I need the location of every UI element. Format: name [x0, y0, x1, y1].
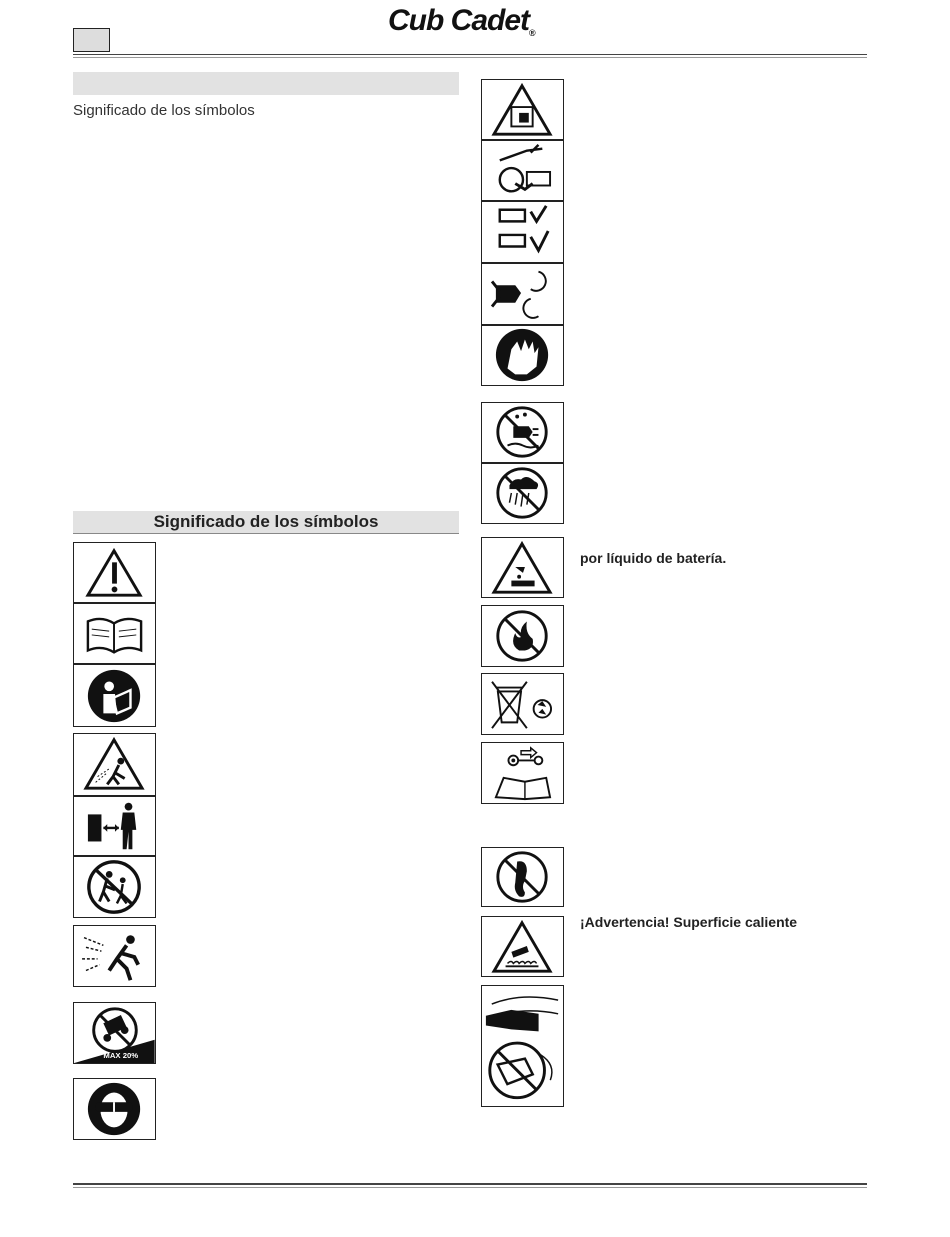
page-number-box [73, 28, 110, 52]
battery-acid-warning-icon [481, 537, 564, 598]
no-open-flame-icon [481, 605, 564, 667]
keep-distance-icon [73, 796, 156, 856]
deck-blade-hazard-icon [481, 985, 564, 1107]
wear-gloves-icon [481, 325, 564, 386]
manual-book-icon [73, 603, 156, 664]
wear-goggles-icon [73, 1078, 156, 1140]
recycling-disposal-icon [481, 673, 564, 735]
battery-fluid-caption: por líquido de batería. [580, 550, 727, 566]
no-foot-icon [481, 847, 564, 907]
key-manual-icon [481, 742, 564, 804]
intro-heading-band [73, 72, 459, 95]
brake-engage-icon [481, 201, 564, 263]
no-wet-plug-icon [481, 402, 564, 463]
warning-triangle-icon [73, 542, 156, 603]
footer-rule [73, 1183, 867, 1185]
max-slope-icon [73, 1002, 156, 1064]
read-manual-icon [73, 664, 156, 727]
header-rule-thin [73, 57, 867, 58]
rotating-blade-hand-icon [481, 263, 564, 325]
footer-rule-thin [73, 1187, 867, 1188]
hot-surface-warning-icon [481, 916, 564, 977]
header-rule [73, 54, 867, 55]
thrown-objects-warning-icon [73, 733, 156, 796]
rollover-hazard-icon [481, 140, 564, 201]
manual-warning-triangle-icon [481, 79, 564, 140]
section-title: Significado de los símbolos [73, 511, 459, 534]
hot-surface-caption: ¡Advertencia! Superficie caliente [580, 914, 798, 930]
svg-text:MAX 20%: MAX 20% [103, 1051, 139, 1061]
no-children-icon [73, 856, 156, 918]
no-rain-icon [481, 463, 564, 524]
brand-logo: Cub Cadet® [388, 4, 535, 38]
intro-title: Significado de los símbolos [73, 102, 255, 119]
projectile-hazard-icon [73, 925, 156, 987]
